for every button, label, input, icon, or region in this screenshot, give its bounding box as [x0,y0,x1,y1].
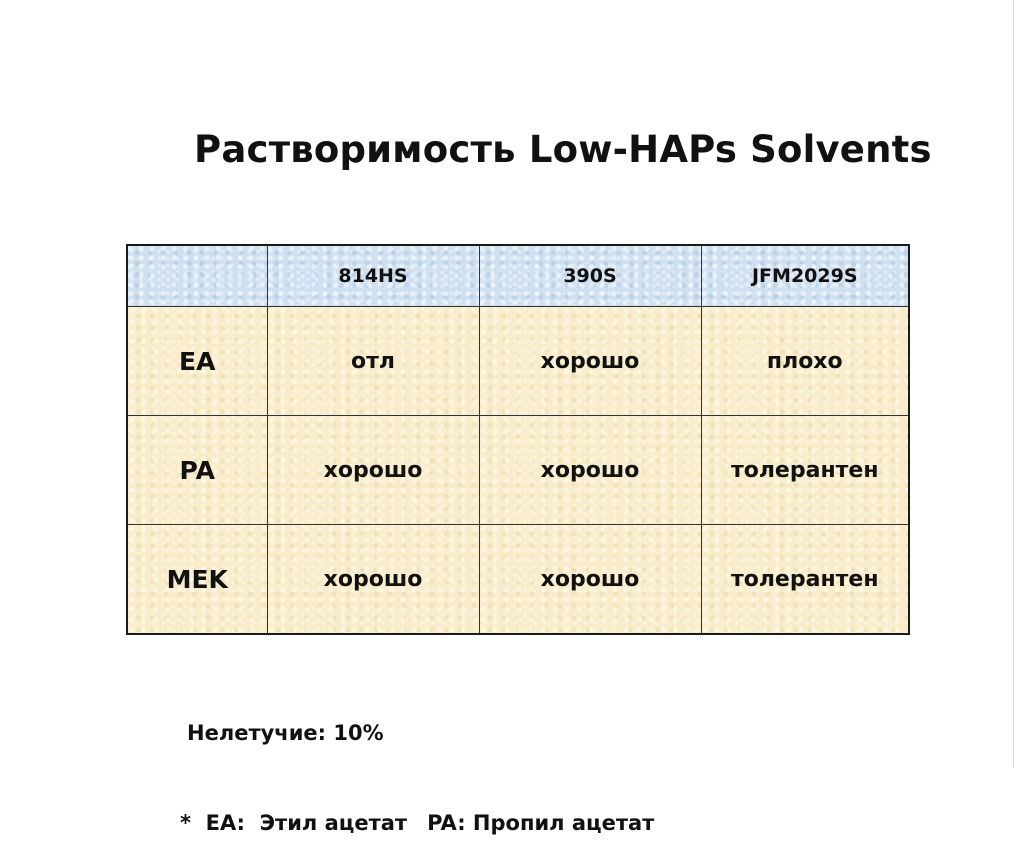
table-row-mek [127,525,909,635]
table-cell: отл [267,307,479,416]
row-label-mek: MEK [127,525,267,635]
solubility-table [126,244,910,635]
footnote-pa: PA: Пропил ацетат [427,811,655,835]
row-label-pa: PA [127,416,267,525]
slide-edge-divider [1013,0,1014,767]
table-header-row [127,245,909,307]
table-row-pa [127,416,909,525]
header-cell-jfm2029s: JFM2029S [701,245,909,307]
footnote-ea: * EA: Этил ацетат [180,811,408,835]
table-cell: хорошо [267,525,479,635]
header-cell-390s: 390S [479,245,701,307]
table-cell: толерантен [701,416,909,525]
slide-title: Растворимость Low-HAPs Solvents [194,128,932,171]
header-cell-empty [127,245,267,307]
table-cell: хорошо [267,416,479,525]
table-cell: плохо [701,307,909,416]
header-cell-814hs: 814HS [267,245,479,307]
table-cell: хорошо [479,307,701,416]
table-cell: хорошо [479,416,701,525]
table-row-ea [127,307,909,416]
footnote-nonvolatile: Нелетучие: 10% [187,721,384,745]
footnote-abbreviations [180,808,654,838]
table-cell: хорошо [479,525,701,635]
table-cell: толерантен [701,525,909,635]
footnote-block [180,658,654,868]
row-label-ea: EA [127,307,267,416]
